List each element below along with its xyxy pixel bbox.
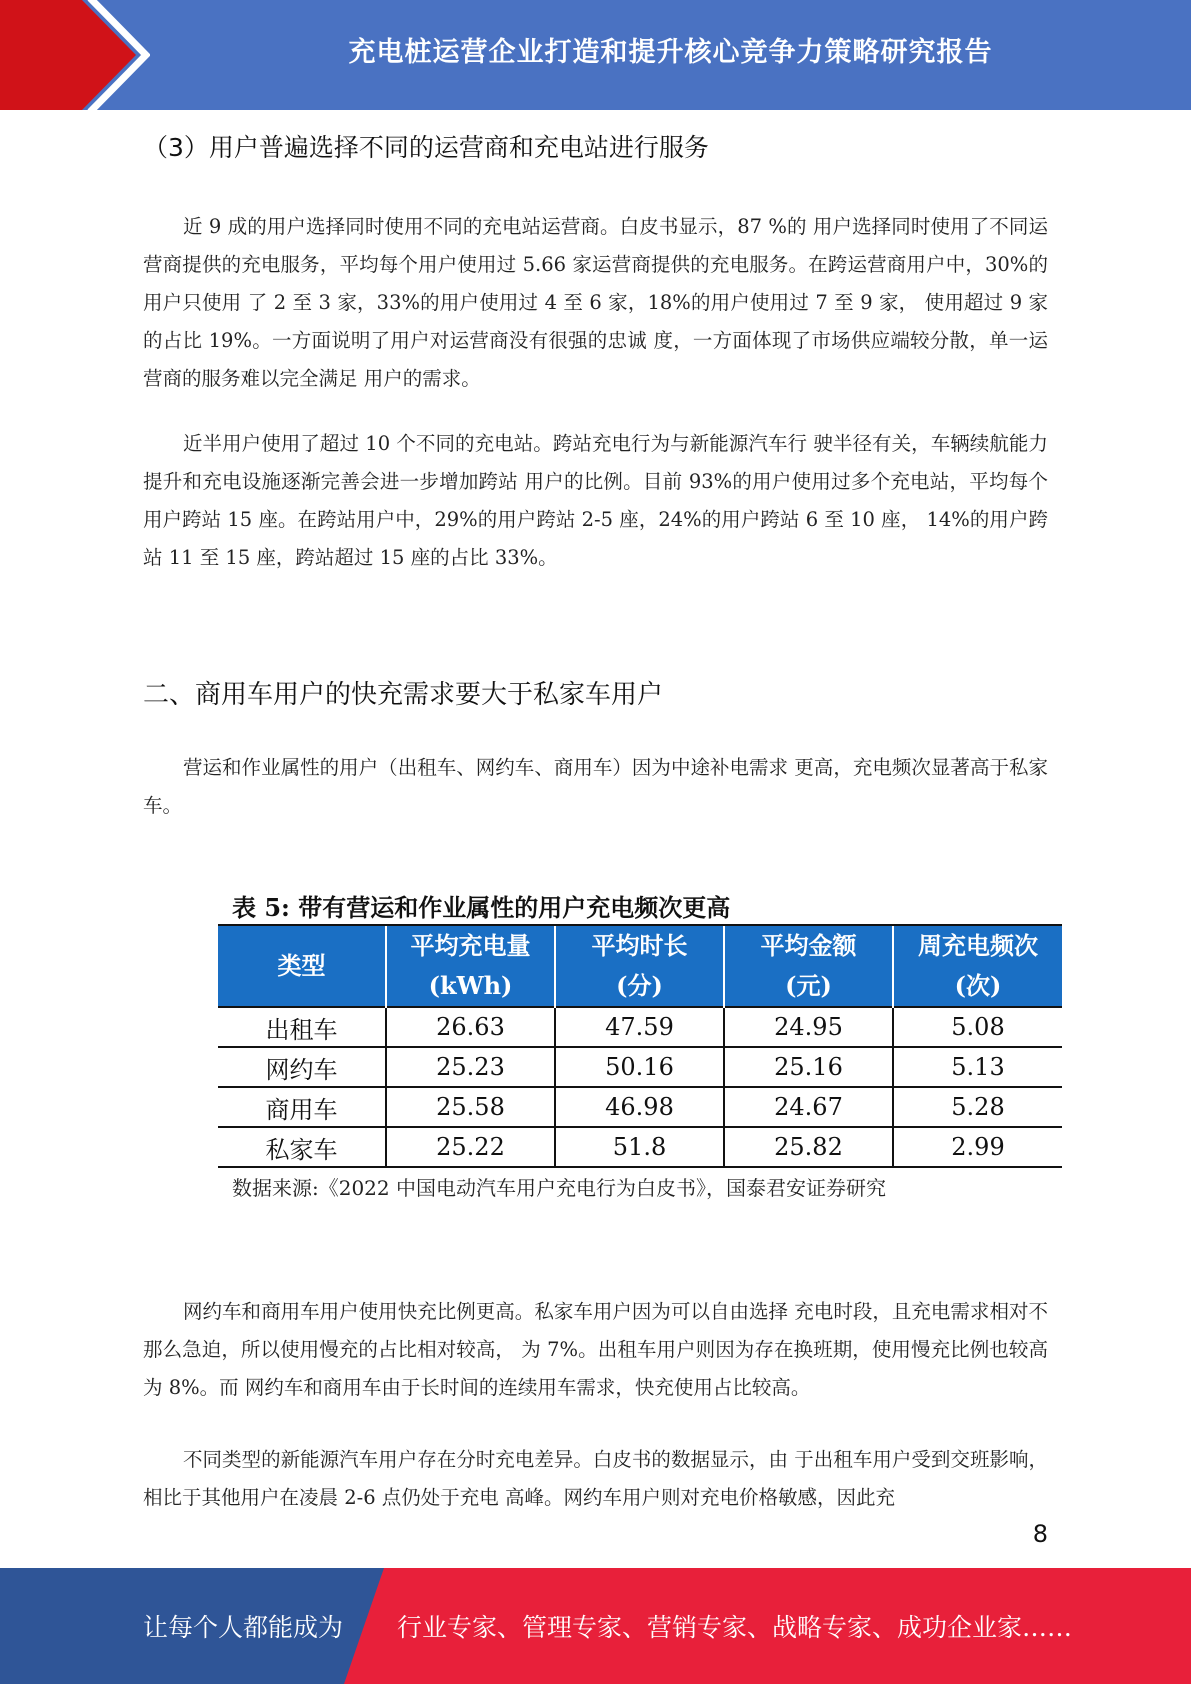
paragraph-commercial: 营运和作业属性的用户（出租车、网约车、商用车）因为中途补电需求 更高，充电频次显著高于私家车。 (143, 756, 1048, 817)
header-red-chevron (0, 0, 150, 110)
paragraph-stations: 近半用户使用了超过 10 个不同的充电站。跨站充电行为与新能源汽车行 驶半径有关，车辆续航能力提升和充电设施逐渐完善会进一步增加跨站 用户的比例。目前 93%的用户使用过多个充电站，平均每个用户跨站 15 座。在跨站用户中，29%的用户跨站 2-5 座，24%的用户跨站 6 至 10 座， 14%的用户跨站 11 至 15 座，跨站超过 15 座的占比 33%。 (143, 432, 1048, 569)
section-heading-3: （3）用户普遍选择不同的运营商和充电站进行服务 (143, 133, 709, 162)
table-cell: 网约车 (218, 1047, 386, 1087)
table-row (218, 1127, 1062, 1167)
footer-slogan-right: 行业专家、管理专家、营销专家、战略专家、成功企业家…… (397, 1613, 1073, 1642)
header-type: 类型 (218, 925, 386, 1007)
page-header (0, 0, 1191, 110)
table-cell: 2.99 (893, 1127, 1062, 1167)
header-avg-energy: 平均充电量 (kWh) (386, 925, 555, 1007)
header-avg-amount: 平均金额 (元) (724, 925, 893, 1007)
table-cell: 25.22 (386, 1127, 555, 1167)
table-row (218, 1007, 1062, 1047)
section-heading-2: 二、商用车用户的快充需求要大于私家车用户 (143, 680, 664, 710)
header-weekly-frequency: 周充电频次 (次) (893, 925, 1062, 1007)
table-cell: 5.13 (893, 1047, 1062, 1087)
header-avg-duration: 平均时长 (分) (555, 925, 724, 1007)
table-cell: 51.8 (555, 1127, 724, 1167)
page-number: 8 (1032, 1520, 1048, 1548)
report-title: 充电桩运营企业打造和提升核心竞争力策略研究报告 (348, 36, 993, 68)
table-cell: 出租车 (218, 1007, 386, 1047)
table-cell: 24.67 (724, 1087, 893, 1127)
table-cell: 50.16 (555, 1047, 724, 1087)
table-cell: 5.08 (893, 1007, 1062, 1047)
table-cell: 25.82 (724, 1127, 893, 1167)
table-cell: 25.23 (386, 1047, 555, 1087)
table-row (218, 1087, 1062, 1127)
table-cell: 25.16 (724, 1047, 893, 1087)
paragraph-time-of-use: 不同类型的新能源汽车用户存在分时充电差异。白皮书的数据显示，由 于出租车用户受到交班影响，相比于其他用户在凌晨 2-6 点仍处于充电 高峰。网约车用户则对充电价格敏感，因此充 (143, 1448, 1048, 1509)
table-cell: 商用车 (218, 1087, 386, 1127)
table-cell: 私家车 (218, 1127, 386, 1167)
table-header-row (218, 925, 1062, 1007)
table-row (218, 1047, 1062, 1087)
footer-slogan-left: 让每个人都能成为 (143, 1613, 344, 1642)
table-cell: 47.59 (555, 1007, 724, 1047)
table-caption: 表 5: 带有营运和作业属性的用户充电频次更高 (232, 893, 731, 922)
table-source-note: 数据来源:《2022 中国电动汽车用户充电行为白皮书》，国泰君安证券研究 (232, 1176, 886, 1200)
paragraph-operators: 近 9 成的用户选择同时使用不同的充电站运营商。白皮书显示，87 %的 用户选择同时使用了不同运营商提供的充电服务，平均每个用户使用过 5.66 家运营商提供的充电服务。在跨运营商用户中，30%的用户只使用 了 2 至 3 家，33%的用户使用过 4 至 6 家，18%的用户使用过 7 至 9 家， 使用超过 9 家的占比 19%。一方面说明了用户对运营商没有很强的忠诚 度，一方面体现了市场供应端较分散，单一运营商的服务难以完全满足 用户的需求。 (143, 215, 1048, 390)
table-cell: 25.58 (386, 1087, 555, 1127)
table-cell: 5.28 (893, 1087, 1062, 1127)
charging-frequency-table (218, 924, 1062, 1168)
table-cell: 26.63 (386, 1007, 555, 1047)
table-cell: 46.98 (555, 1087, 724, 1127)
table-cell: 24.95 (724, 1007, 893, 1047)
paragraph-fast-charging: 网约车和商用车用户使用快充比例更高。私家车用户因为可以自由选择 充电时段，且充电需求相对不那么急迫，所以使用慢充的占比相对较高， 为 7%。出租车用户则因为存在换班期，使用慢充比例也较高为 8%。而 网约车和商用车由于长时间的连续用车需求，快充使用占比较高。 (143, 1300, 1048, 1399)
page-footer (0, 1568, 1191, 1684)
